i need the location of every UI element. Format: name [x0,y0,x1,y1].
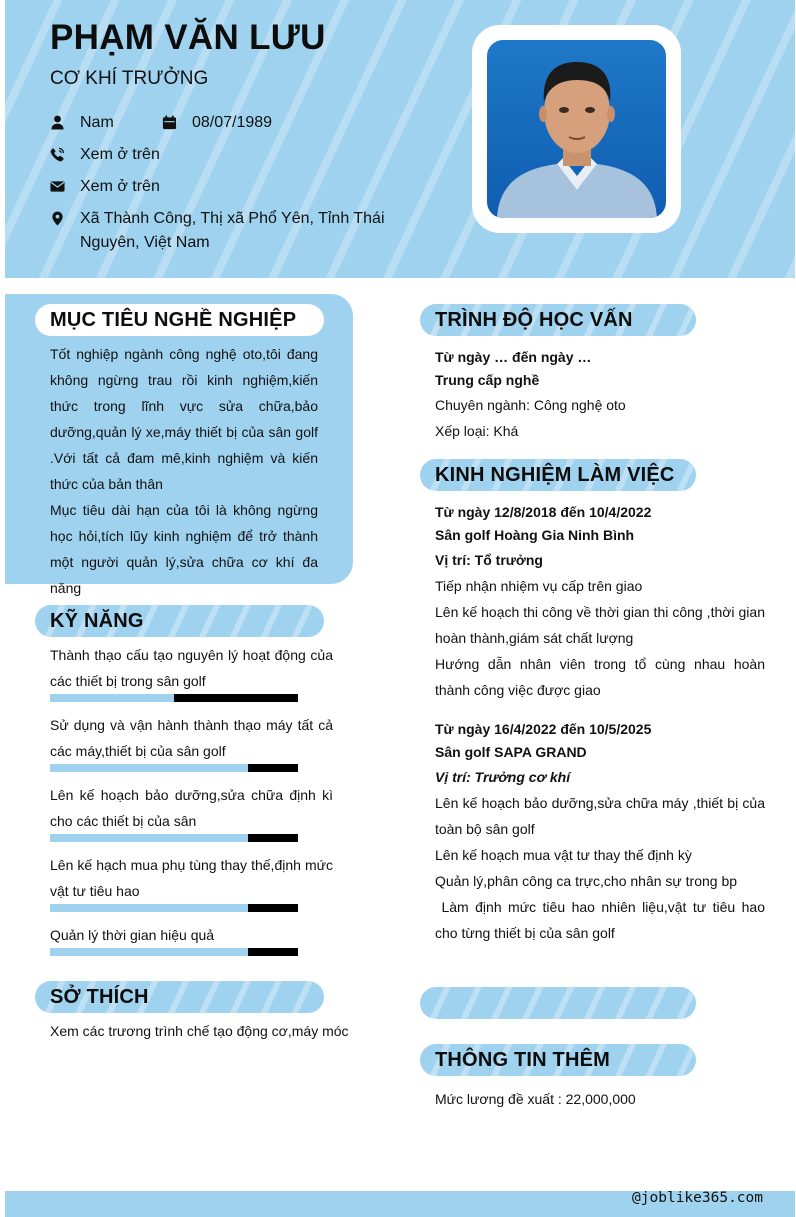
footer-watermark: @joblike365.com [632,1190,763,1206]
birthdate-value: 08/07/1989 [192,114,273,131]
experience-heading: KINH NGHIỆM LÀM VIỆC [420,459,696,491]
skill-level-fill [50,694,174,702]
job-duty: Lên kế hoạch mua vật tư thay thế định kỳ [435,847,692,863]
cv-header [5,0,795,278]
skill-item-text: Quản lý thời gian hiệu quả [50,927,215,943]
skill-item-text: Lên kế hoạch bảo dưỡng,sửa chữa định kì cho các thiết bị của sân [50,787,333,829]
email-row [50,175,160,199]
skill-item-text: Thành thạo cấu tạo nguyên lý hoạt động của các thiết bị trong sân golf [50,647,333,689]
objective-paragraph-1: Tốt nghiệp ngành công nghệ oto,tôi đang không ngừng trau rồi kinh nghiệm,kiến thức trong lĩnh vực sửa chữa,bảo dưỡng,quản lý xe,máy thiết bị của sân golf .Với tất cả đam mê,kinh nghiệm và kiến thức của bản thân [50,346,318,492]
profile-photo [487,40,666,218]
page-footer [5,1191,795,1217]
birthdate-row [162,111,272,135]
objective-paragraph-2: Mục tiêu dài hạn của tôi là không ngừng học hỏi,tích lũy kinh nghiệm để trở thành một người quản lý,sửa chữa cơ khí đa năng [50,502,318,596]
skill-item-text: Lên kế hạch mua phụ tùng thay thế,định mức vật tư tiêu hao [50,857,333,899]
phone-icon [50,143,80,165]
extra-info-heading: THÔNG TIN THÊM [420,1044,696,1076]
map-pin-icon [50,207,80,229]
objective-heading: MỤC TIÊU NGHỀ NGHIỆP [35,304,324,336]
job-duty: Lên kế hoạch bảo dưỡng,sửa chữa máy ,thiết bị của toàn bộ sân golf [435,795,765,837]
job-duty: Lên kế hoạch thi công về thời gian thi công ,thời gian hoàn thành,giám sát chất lượng [435,604,765,646]
skill-level-bar [50,764,298,772]
skill-level-fill [50,834,248,842]
skill-level-fill [50,764,248,772]
job-period: Từ ngày 12/8/2018 đến 10/4/2022 [435,504,652,520]
job-position: Vị trí: Trưởng cơ khí [435,769,571,785]
education-grade: Xếp loại: Khá [435,423,519,439]
education-school: Trung cấp nghề [435,372,540,388]
empty-section-heading [420,987,696,1019]
address-row [50,207,390,255]
job-company: Sân golf Hoàng Gia Ninh Bình [435,527,635,543]
email-value: Xem ở trên [80,178,160,195]
skill-item-text: Sử dụng và vận hành thành thạo máy tất cả các máy,thiết bị của sân golf [50,717,333,759]
skills-heading: KỸ NĂNG [35,605,324,637]
envelope-icon [50,175,80,197]
education-period: Từ ngày … đến ngày … [435,349,592,365]
skill-level-bar [50,694,298,702]
job-company: Sân golf SAPA GRAND [435,744,587,760]
hobbies-text: Xem các trương trình chế tạo động cơ,máy móc [50,1023,349,1039]
skill-level-bar [50,948,298,956]
gender-row [50,111,114,135]
job-duty: Hướng dẫn nhân viên trong tổ cùng nhau hoàn thành công việc được giao [435,656,765,698]
job-duty: Quản lý,phân công ca trực,cho nhân sự trong bp [435,873,738,889]
profile-photo-frame [472,25,681,233]
job-duty: Tiếp nhận nhiệm vụ cấp trên giao [435,578,643,594]
candidate-name: PHẠM VĂN LƯU [50,18,326,57]
salary-expectation: Mức lương đề xuất : 22,000,000 [435,1091,636,1107]
job-period: Từ ngày 16/4/2022 đến 10/5/2025 [435,721,652,737]
education-major: Chuyên ngành: Công nghệ oto [435,397,626,413]
hobbies-heading: SỞ THÍCH [35,981,324,1013]
candidate-job-title: CƠ KHÍ TRƯỞNG [50,68,209,89]
skill-level-bar [50,834,298,842]
gender-value: Nam [80,114,114,131]
phone-row [50,143,160,167]
skill-level-fill [50,948,248,956]
address-value: Xã Thành Công, Thị xã Phổ Yên, Tỉnh Thái Nguyên, Việt Nam [80,210,385,251]
calendar-icon [162,111,192,133]
job-duty: Làm định mức tiêu hao nhiên liệu,vật tư tiêu hao cho từng thiết bị của sân golf [435,899,769,941]
user-icon [50,111,80,133]
skill-level-fill [50,904,248,912]
phone-value: Xem ở trên [80,146,160,163]
skill-level-bar [50,904,298,912]
education-heading: TRÌNH ĐỘ HỌC VẤN [420,304,696,336]
job-position: Vị trí: Tổ trưởng [435,552,543,568]
